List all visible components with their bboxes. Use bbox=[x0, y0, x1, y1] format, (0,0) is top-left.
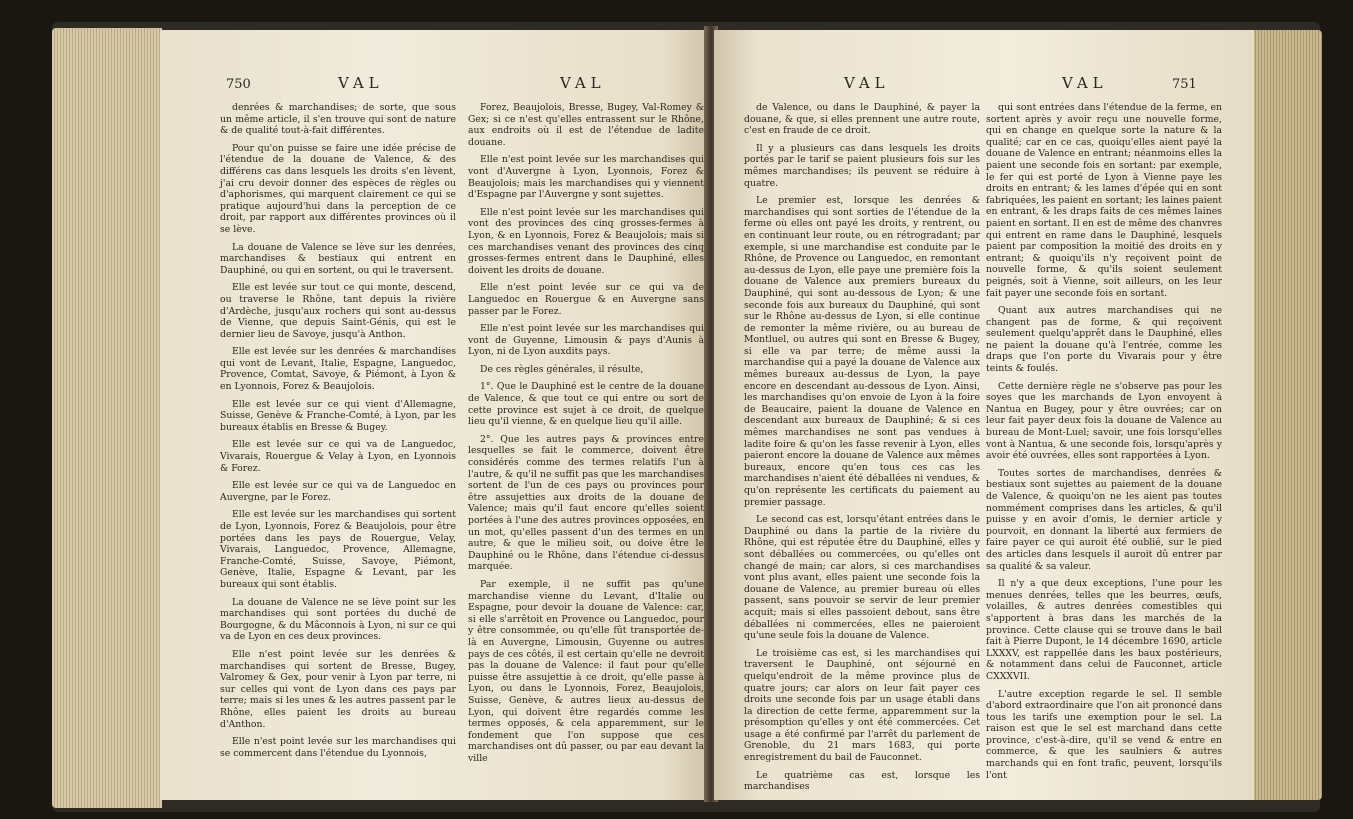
paragraph: Il n'y a que deux exceptions, l'une pour les menues denrées, telles que les beurres, œufs, volailles, & autres denrées comestibles qui s'apportent à bras dans les marchés de la province. Cette clause qui se trouve dans le bail fait à Pierre Dupont, le 14 décembre 1690, article LXXXV, est rappellée dans les baux postérieurs, & notamment dans celui de Fauconnet, article CXXXVII. bbox=[986, 578, 1222, 682]
paragraph: Le troisième cas est, si les marchandises qui traversent le Dauphiné, ont séjourné en quelqu'endroit de la même province plus de quatre jours; car alors on leur fait payer ces droits une seconde fois par un usage établi dans la direction de cette ferme, apparemment sur la présomption qu'elles y ont été commercées. Cet usage a été confirmé par l'arrêt du parlement de Grenoble, du 21 mars 1683, qui porte enregistrement du bail de Fauconnet. bbox=[744, 647, 980, 764]
paragraph: Elle n'est point levée sur les marchandises qui vont d'Auvergne à Lyon, Lyonnois, Forez & Beaujolois; mais les marchandises qui y viennent d'Espagne par l'Auvergne y sont sujettes. bbox=[468, 154, 704, 201]
paragraph: Forez, Beaujolois, Bresse, Bugey, Val-Romey & Gex; si ce n'est qu'elles entrassent sur le Rhône, aux endroits où il est de l'étendue de ladite douane. bbox=[468, 102, 704, 148]
paragraph: Quant aux autres marchandises qui ne changent pas de forme, & qui reçoivent seulement quelqu'apprêt dans le Dauphiné, elles ne paient la douane qu'à l'entrée, comme les draps que l'on porte du Vivarais pour y être teints & foulés. bbox=[986, 305, 1222, 375]
paragraph: Le second cas est, lorsqu'étant entrées dans le Dauphiné ou dans la partie de la rivière du Rhône, qui est réputée être du Dauphiné, elles y sont déballées ou commercées, ou qu'elles ont changé de main; car alors, si ces marchandises vont plus avant, elles paient une seconde fois la douane de Valence, au premier bureau où elles passent, sans pouvoir se servir de leur premier acquit; mais si elles passoient debout, sans être déballées ni commercées, elles ne paieroient qu'une seule fois la douane de Valence. bbox=[744, 514, 980, 642]
paragraph: 2°. Que les autres pays & provinces entre lesquelles se fait le commerce, doivent être considérés comme des termes relatifs l'un à l'autre, & qu'il ne suffit pas que les marchandises sortent de l'un de ces pays ou provinces pour être assujetties aux droits de la douane de Valence; mais qu'il faut encore qu'elles soient portées à l'une des autres provinces opposées, en un mot, qu'elles passent d'un des termes en un autre, & que le milieu soit, ou doive être le Dauphiné ou le Rhône, dans l'étendue ci-dessus marquée. bbox=[468, 433, 704, 573]
left-page-edges bbox=[52, 28, 162, 808]
paragraph: Elle n'est point levée sur les denrées & marchandises qui sortent de Bresse, Bugey, Valromey & Gex, pour venir à Lyon par terre, ni sur celles qui vont de Lyon dans ces pays par terre; mais si les unes & les autres passent par le Rhône, elles paient les droits au bureau d'Anthon. bbox=[220, 648, 456, 730]
paragraph: de Valence, ou dans le Dauphiné, & payer la douane, & que, si elles prennent une autre route, c'est en fraude de ce droit. bbox=[744, 102, 980, 137]
left-page bbox=[160, 30, 708, 800]
left-running-head: VAL bbox=[338, 74, 384, 92]
paragraph: Elle est levée sur ce qui vient d'Allemagne, Suisse, Genève & Franche-Comté, à Lyon, par les bureaux établis en Bresse & Bugey. bbox=[220, 398, 456, 433]
paragraph: L'autre exception regarde le sel. Il semble d'abord extraordinaire que l'on ait prononcé dans tous les tarifs une exemption pour le sel. La raison est que le sel est marchand dans cette province, c'est-à-dire, qu'il se vend & entre en commerce, & que les saulniers & autres marchands qui en font trafic, peuvent, lorsqu'ils l'ont bbox=[986, 688, 1222, 781]
right-page-number: 751 bbox=[1172, 77, 1197, 92]
right-running-head-2: VAL bbox=[1062, 74, 1108, 92]
paragraph: Le quatrième cas est, lorsque les marchandises bbox=[744, 769, 980, 793]
paragraph: qui sont entrées dans l'étendue de la ferme, en sortent après y avoir reçu une nouvelle forme, qui en change en quelque sorte la nature & la qualité; car en ce cas, quoiqu'elles aient payé la douane de Valence en entrant; néanmoins elles la paient une seconde fois en sortant: par exemple, le fer qui est porté de Lyon à Vienne paye les droits en entrant; & les lames d'épée qui en sont fabriquées, les paient en sortant; les laines paient en entrant, & les draps faits de ces mêmes laines paient en sortant. Il en est de même des chanvres qui entrent en rame dans le Dauphiné, lesquels paient par composition la moitié des droits en y entrant; & quoiqu'ils n'y reçoivent point de nouvelle forme, & qu'ils soient seulement peignés, soit à Vienne, soit ailleurs, on les leur fait payer une seconde fois en sortant. bbox=[986, 102, 1222, 299]
paragraph: Cette dernière règle ne s'observe pas pour les soyes que les marchands de Lyon envoyent à Nantua en Bugey, pour y être ouvrées; car on leur fait payer deux fois la douane de Valence au bureau de Mont-Luel; savoir, une fois lorsqu'elles vont à Nantua, & une seconde fois, lorsqu'après y avoir été ouvrées, elles sont rapportées à Lyon. bbox=[986, 380, 1222, 462]
right-column-1 bbox=[744, 102, 980, 799]
paragraph: denrées & marchandises; de sorte, que sous un même article, il s'en trouve qui sont de nature & de qualité tout-à-fait différentes. bbox=[220, 102, 456, 137]
right-running-head: VAL bbox=[844, 74, 890, 92]
paragraph: Toutes sortes de marchandises, denrées & bestiaux sont sujettes au paiement de la douane de Valence, & quoiqu'on ne les aient pas toutes nommément comprises dans les articles, & qu'il puisse y en avoir d'omis, le dernier article y pourvoit, en donnant la liberté aux fermiers de faire payer ce qui auroit été oublié, sur le pied des articles dans lesquels il auroit dû entrer par sa qualité & sa valeur. bbox=[986, 467, 1222, 572]
paragraph: Elle n'est point levée sur les marchandises qui vont des provinces des cinq grosses-fermes à Lyon, & en Lyonnois, Forez & Beaujolois; mais si ces marchandises venant des provinces des cinq grosses-fermes entrent dans le Dauphiné, elles doivent les droits de douane. bbox=[468, 206, 704, 276]
paragraph: De ces règles générales, il résulte, bbox=[480, 363, 644, 375]
paragraph: Elle est levée sur les denrées & marchandises qui vont de Levant, Italie, Espagne, Languedoc, Provence, Comtat, Savoye, & Piémont, à Lyon & en Lyonnois, Forez & Beaujolois. bbox=[220, 346, 456, 393]
paragraph: Il y a plusieurs cas dans lesquels les droits portés par le tarif se paient plusieurs fois sur les mêmes marchandises; ils peuvent se réduire à quatre. bbox=[744, 142, 980, 189]
left-column-1 bbox=[220, 102, 456, 765]
left-column-2 bbox=[468, 102, 704, 770]
left-running-head-2: VAL bbox=[560, 74, 606, 92]
paragraph: Elle est levée sur ce qui va de Languedoc en Auvergne, par le Forez. bbox=[220, 480, 456, 503]
paragraph: Par exemple, il ne suffit pas qu'une marchandise vienne du Levant, d'Italie ou Espagne, pour devoir la douane de Valence: car, si elle s'arrêtoit en Provence ou Languedoc, pour y être consommée, ou qu'elle fût transportée de-là en Auvergne, Limousin, Guyenne ou autres pays de ces côtés, il est certain qu'elle ne devroit pas la douane de Valence: il faut pour qu'elle puisse être assujettie à ce droit, qu'elle passe à Lyon, ou dans le Lyonnois, Forez, Beaujolois, Suisse, Genève, & autres lieux au-dessus de Lyon, qui doivent être regardés comme les termes opposés, & cela apparemment, sur le fondement que l'on suppose que ces marchandises ont dû passer, ou par eau devant la ville bbox=[468, 578, 704, 764]
paragraph: 1°. Que le Dauphiné est le centre de la douane de Valence, & que tout ce qui entre ou sort de cette province est sujet à ce droit, de quelque lieu qu'il vienne, & en quelque lieu qu'il aille. bbox=[468, 381, 704, 428]
paragraph: Elle n'est point levée sur les marchandises qui vont de Guyenne, Limousin & pays d'Aunis à Lyon, ni de Lyon auxdits pays. bbox=[468, 323, 704, 358]
paragraph: La douane de Valence ne se lève point sur les marchandises qui sont portées du duché de Bourgogne, & du Mâconnois à Lyon, ni sur ce qui va de Lyon en ces deux provinces. bbox=[220, 596, 456, 643]
paragraph: Elle n'est point levée sur ce qui va de Languedoc en Rouergue & en Auvergne sans passer par le Forez. bbox=[468, 282, 704, 317]
paragraph: Pour qu'on puisse se faire une idée précise de l'étendue de la douane de Valence, & des différens cas dans lesquels les droits s'en lèvent, j'ai cru devoir donner des espèces de règles ou d'aphorismes, qui marquent clairement ce qui se pratique aujourd'hui dans la perception de ce droit, par rapport aux différentes provinces où il se lève. bbox=[220, 142, 456, 235]
paragraph: Elle est levée sur les marchandises qui sortent de Lyon, Lyonnois, Forez & Beaujolois, pour être portées dans les pays de Rouergue, Velay, Vivarais, Languedoc, Provence, Allemagne, Franche-Comté, Suisse, Savoye, Piémont, Genève, Italie, Espagne & Levant, par les bureaux qui sont établis. bbox=[220, 509, 456, 590]
right-column-2 bbox=[986, 102, 1222, 787]
paragraph: Le premier est, lorsque les denrées & marchandises qui sont sorties de l'étendue de la ferme où elles ont payé les droits, y rentrent, ou en continuant leur route, ou en rétrogradant; par exemple, si une marchandise est conduite par le Rhône, de Provence ou Languedoc, en remontant au-dessus de Lyon, elle paye une première fois la douane de Valence aux premiers bureaux du Dauphiné, qui sont au-dessous de Lyon; & une seconde fois aux bureaux du Dauphiné, qui sont sur le Rhône au-dessus de Lyon, si elle continue de remonter la même rivière, ou au bureau de Montluel, ou autres qui sont en Bresse & Bugey, si elle va par terre; de même aussi la marchandise qui a payé la douane de Valence aux mêmes bureaux au-dessus de Lyon, la paye encore en descendant au-dessous de Lyon. Ainsi, les marchandises qu'on envoie de Lyon à la foire de Beaucaire, paient la douane de Valence en descendant aux bureaux de Dauphiné; & si ces mêmes marchandises ne sont pas vendues à ladite foire & qu'on les fasse revenir à Lyon, elles paieront encore la douane de Valence aux mêmes bureaux, encore qu'en tous ces cas les marchandises n'aient été déballées ni vendues, & qu'on représente les certificats du paiement au premier passage. bbox=[744, 195, 980, 508]
right-page-edges bbox=[1250, 30, 1322, 800]
paragraph: Elle est levée sur tout ce qui monte, descend, ou traverse le Rhône, tant depuis la rivière d'Ardèche, jusqu'aux rochers qui sont au-dessus de Vienne, que depuis Saint-Génis, qui est le dernier lieu de Savoye, jusqu'à Anthon. bbox=[220, 282, 456, 340]
paragraph: La douane de Valence se lève sur les denrées, marchandises & bestiaux qui entrent en Dauphiné, ou qui en sortent, ou qui le traversent. bbox=[220, 241, 456, 276]
paragraph: Elle n'est point levée sur les marchandises qui se commercent dans l'étendue du Lyonnois, bbox=[220, 736, 456, 759]
paragraph: Elle est levée sur ce qui va de Languedoc, Vivarais, Rouergue & Velay à Lyon, en Lyonnois & Forez. bbox=[220, 439, 456, 474]
right-page bbox=[714, 30, 1254, 800]
left-page-number: 750 bbox=[226, 77, 251, 92]
